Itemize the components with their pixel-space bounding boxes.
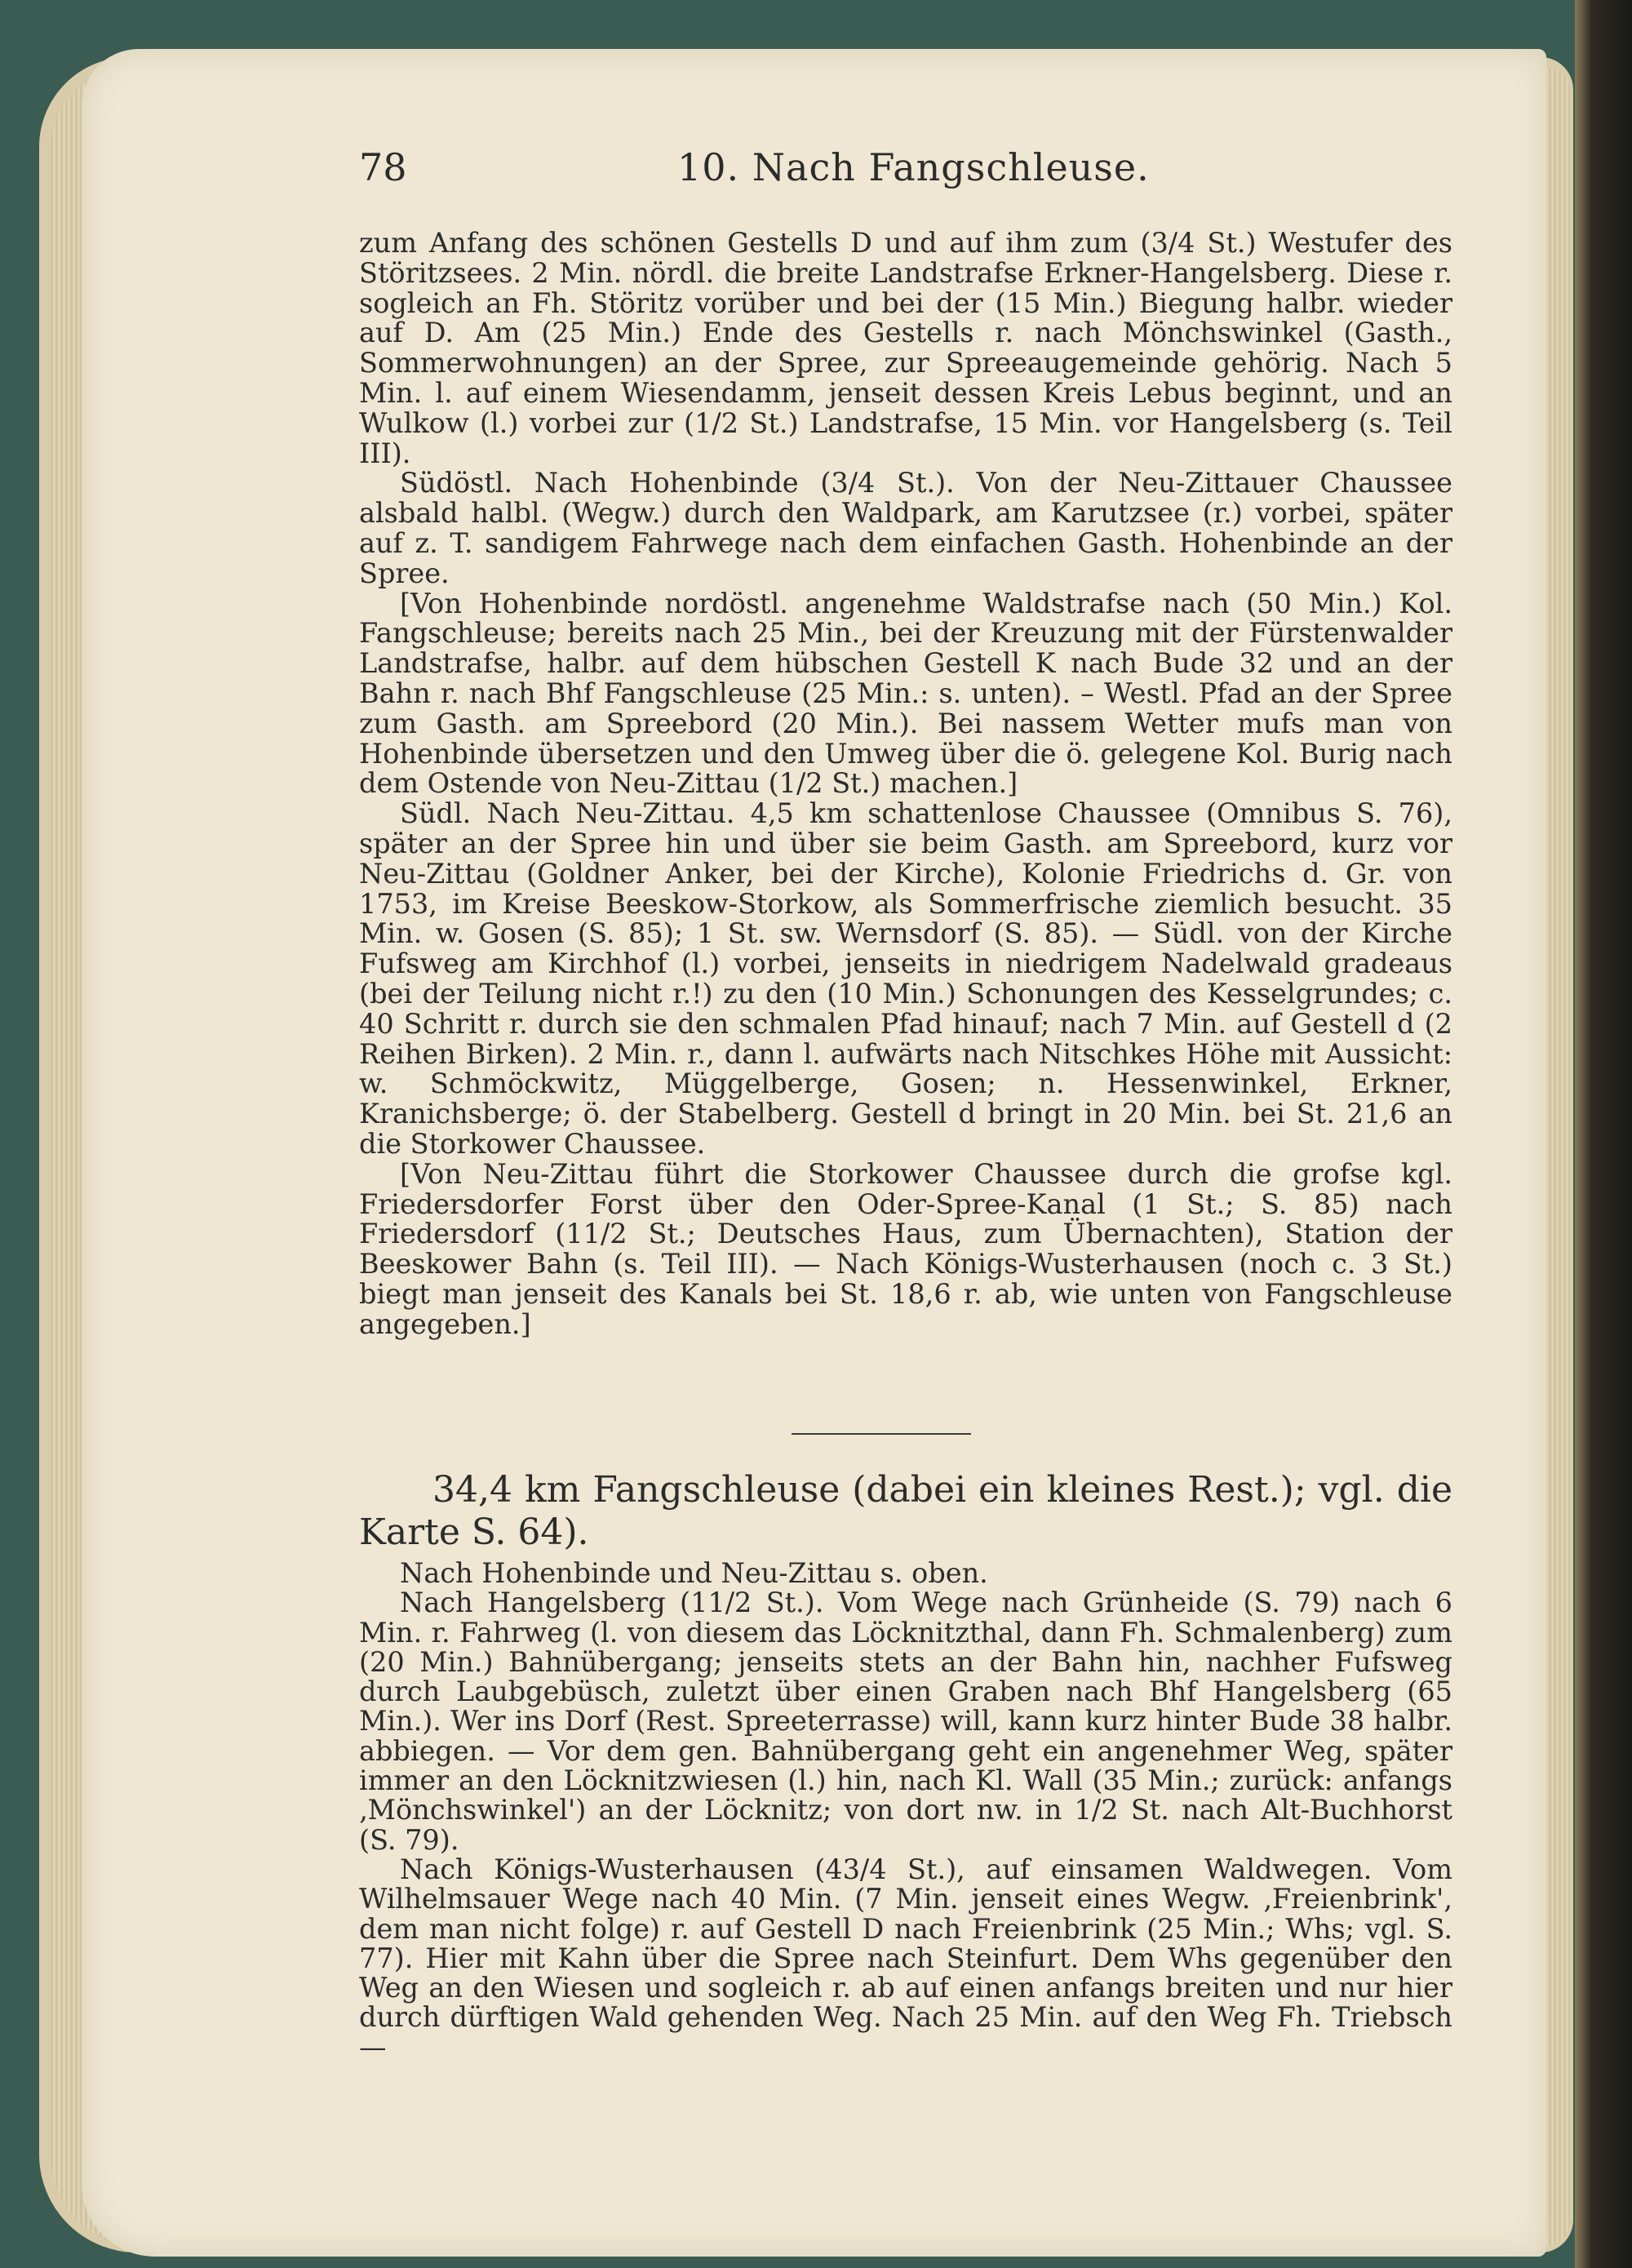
paragraph: [Von Hohenbinde nordöstl. angenehme Waldstrafse nach (50 Min.) Kol. Fangschleuse; bereits nach 25 Min., bei der Kreuzung mit der Fürstenwalder Landstrafse, halbr. auf dem hübschen Gestell K nach Bude 32 und an der Bahn r. nach Bhf Fangschleuse (25 Min.: s. unten). – Westl. Pfad an der Spree zum Gasth. am Spreebord (20 Min.). Bei nassem Wetter mufs man von Hohenbinde übersetzen und den Umweg über die ö. gelegene Kol. Burig nach dem Ostende von Neu-Zittau (1/2 St.) machen.] bbox=[359, 587, 1452, 800]
paragraph: Nach Hangelsberg (11/2 St.). Vom Wege nach Grünheide (S. 79) nach 6 Min. r. Fahrweg (l. von diesem das Löcknitzthal, dann Fh. Schmalenberg) zum (20 Min.) Bahnübergang; jenseits stets an der Bahn hin, nachher Fufsweg durch Laubgebüsch, zuletzt über einen Graben nach Bhf Hangelsberg (65 Min.). Wer ins Dorf (Rest. Spreeterrasse) will, kann kurz hinter Bude 38 halbr. abbiegen. — Vor dem gen. Bahnübergang geht ein angenehmer Weg, später immer an den Löcknitzwiesen (l.) hin, nach Kl. Wall (35 Min.; zurück: anfangs ‚Mönchswinkel') an der Löcknitz; von dort nw. in 1/2 St. nach Alt-Buchhorst (S. 79). bbox=[359, 1587, 1452, 1856]
paragraph: Nach Königs-Wusterhausen (43/4 St.), auf einsamen Waldwegen. Vom Wilhelmsauer Wege nach 40 Min. (7 Min. jenseit eines Wegw. ‚Freienbrink', dem man nicht folge) r. auf Gestell D nach Freienbrink (25 Min.; Whs; vgl. S. 77). Hier mit Kahn über die Spree nach Steinfurt. Dem Whs gegenüber den Weg an den Wiesen und sogleich r. ab auf einen anfangs breiten und nur hier durch dürftigen Wald gehenden Weg. Nach 25 Min. auf den Weg Fh. Triebsch — bbox=[359, 1853, 1452, 2063]
running-title: 10. Nach Fangschleuse. bbox=[677, 145, 1150, 189]
paragraph: zum Anfang des schönen Gestells D und auf ihm zum (3/4 St.) Westufer des Störitzsees. 2 Min. nördl. die breite Landstrafse Erkner-Hangelsberg. Diese r. sogleich an Fh. Störitz vorüber und bei der (15 Min.) Biegung halbr. wieder auf D. Am (25 Min.) Ende des Gestells r. nach Mönchswinkel (Gasth., Sommerwohnungen) an der Spree, zur Spreeaugemeinde gehörig. Nach 5 Min. l. auf einem Wiesendamm, jenseit dessen Kreis Lebus beginnt, und an Wulkow (l.) vorbei zur (1/2 St.) Landstrafse, 15 Min. vor Hangelsberg (s. Teil III). bbox=[359, 227, 1452, 469]
section-heading: 34,4 km Fangschleuse (dabei ein kleines Rest.); vgl. die Karte S. 64). bbox=[359, 1469, 1452, 1553]
page-number: 78 bbox=[359, 145, 407, 189]
paragraph: Nach Hohenbinde und Neu-Zittau s. oben. bbox=[400, 1557, 988, 1589]
text-block-2 bbox=[359, 1469, 1452, 2062]
book-gutter bbox=[1575, 0, 1632, 2268]
page-header bbox=[359, 145, 1461, 202]
paragraph: Südl. Nach Neu-Zittau. 4,5 km schattenlose Chaussee (Omnibus S. 76), später an der Spree hin und über sie beim Gasth. am Spreebord, kurz vor Neu-Zittau (Goldner Anker, bei der Kirche), Kolonie Friedrichs d. Gr. von 1753, im Kreise Beeskow-Storkow, als Sommerfrische ziemlich besucht. 35 Min. w. Gosen (S. 85); 1 St. sw. Wernsdorf (S. 85). — Südl. von der Kirche Fufsweg am Kirchhof (l.) vorbei, jenseits in niedrigem Nadelwald gradeaus (bei der Teilung nicht r.!) zu den (10 Min.) Schonungen des Kesselgrundes; c. 40 Schritt r. durch sie den schmalen Pfad hinauf; nach 7 Min. auf Gestell d (2 Reihen Birken). 2 Min. r., dann l. aufwärts nach Nitschkes Höhe mit Aussicht: w. Schmöckwitz, Müggelberge, Gosen; n. Hessenwinkel, Erkner, Kranichsberge; ö. der Stabelberg. Gestell d bringt in 20 Min. bei St. 21,6 an die Storkower Chaussee. bbox=[359, 797, 1452, 1160]
text-block-1 bbox=[359, 229, 1452, 1339]
section-divider bbox=[792, 1433, 971, 1435]
paragraph: [Von Neu-Zittau führt die Storkower Chaussee durch die grofse kgl. Friedersdorfer Forst über den Oder-Spree-Kanal (1 St.; S. 85) nach Friedersdorf (11/2 St.; Deutsches Haus, zum Übernachten), Station der Beeskower Bahn (s. Teil III). — Nach Königs-Wusterhausen (noch c. 3 St.) biegt man jenseit des Kanals bei St. 18,6 r. ab, wie unten von Fangschleuse angegeben.] bbox=[359, 1157, 1452, 1340]
paragraph: Südöstl. Nach Hohenbinde (3/4 St.). Von der Neu-Zittauer Chaussee alsbald halbl. (Wegw.) durch den Waldpark, am Karutzsee (r.) vorbei, später auf z. T. sandigem Fahrwege nach dem einfachen Gasth. Hohenbinde an der Spree. bbox=[359, 467, 1452, 589]
